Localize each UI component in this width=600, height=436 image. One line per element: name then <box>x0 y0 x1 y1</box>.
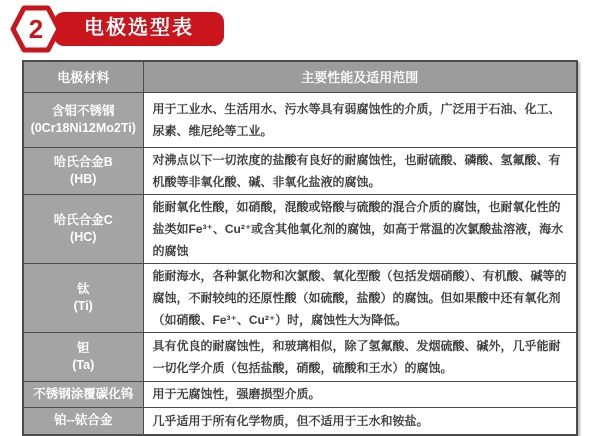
material-name: 钛 <box>76 281 90 296</box>
material-cell <box>23 92 143 147</box>
material-cell <box>23 263 143 332</box>
material-code: (HB) <box>70 171 97 186</box>
material-name: 铂--铱合金 <box>54 413 113 428</box>
hexagon-badge-icon <box>10 4 62 54</box>
table-row <box>23 194 577 263</box>
description-cell: 几乎适用于所有化学物质，但不适用于王水和铵盐。 <box>143 407 577 435</box>
material-name: 含钼不锈钢 <box>51 103 115 118</box>
section-number-badge <box>10 4 62 54</box>
material-code: (HC) <box>70 229 97 244</box>
material-name: 哈氏合金C <box>53 212 113 227</box>
material-name: 不锈钢涂覆碳化钨 <box>33 386 134 401</box>
table-row <box>23 381 577 407</box>
page-header <box>10 4 600 54</box>
badge-number: 2 <box>28 14 44 44</box>
table-row <box>23 263 577 332</box>
column-header-material: 电极材料 <box>23 61 143 92</box>
description-cell: 用于工业水、生活用水、污水等具有弱腐蚀性的介质，广泛用于石油、化工、尿素、维尼纶等工业。 <box>143 92 577 147</box>
material-name: 哈氏合金B <box>53 154 113 169</box>
page-title: 电极选型表 <box>54 12 224 46</box>
material-cell <box>23 147 143 194</box>
table-row <box>23 147 577 194</box>
material-cell <box>23 381 143 407</box>
material-code: (Ti) <box>73 298 93 313</box>
description-cell: 用于无腐蚀性，强磨损型介质。 <box>143 381 577 407</box>
description-cell: 能耐海水，各种氯化物和次氯酸、氧化型酸（包括发烟硝酸）、有机酸、碱等的腐蚀，不耐较纯的还原性酸（如硫酸，盐酸）的腐蚀。但如果酸中还有氧化剂（如硝酸、Fe³⁺、Cu²⁺）时，腐蚀性大为降低。 <box>143 263 577 332</box>
column-header-performance: 主要性能及适用范围 <box>143 61 577 92</box>
description-cell: 能耐氧化性酸，如硝酸，混酸或铬酸与硫酸的混合介质的腐蚀，也耐氧化性的盐类如Fe³⁺、Cu²⁺或含其他氧化剂的腐蚀，如高于常温的次氯酸盐溶液，海水的腐蚀 <box>143 194 577 263</box>
material-code: (Ta) <box>72 357 95 372</box>
material-code: (0Cr18Ni12Mo2Ti) <box>30 120 136 135</box>
material-cell <box>23 194 143 263</box>
electrode-selection-table <box>22 60 578 436</box>
description-cell: 对沸点以下一切浓度的盐酸有良好的耐腐蚀性，也耐硫酸、磷酸、氢氟酸、有机酸等非氧化酸、碱、非氧化盐液的腐蚀。 <box>143 147 577 194</box>
table-header-row <box>23 61 577 92</box>
table-row <box>23 332 577 381</box>
description-cell: 具有优良的耐腐蚀性，和玻璃相似，除了氢氟酸、发烟硫酸、碱外，几乎能耐一切化学介质（包括盐酸，硝酸，硫酸和王水）的腐蚀。 <box>143 332 577 381</box>
table-row <box>23 92 577 147</box>
material-name: 钽 <box>76 340 90 355</box>
material-cell <box>23 332 143 381</box>
